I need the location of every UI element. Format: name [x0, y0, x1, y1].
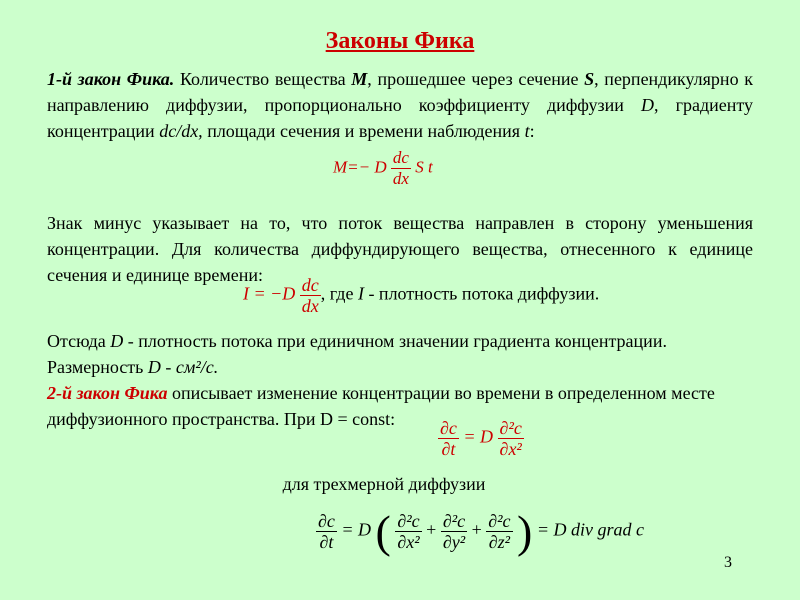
law1-var-t: t	[524, 121, 530, 141]
formula4-t2den: ∂y²	[442, 532, 466, 552]
formula4-t3num: ∂²c	[488, 511, 511, 531]
formula3-rden: ∂x²	[499, 439, 522, 459]
slide-title: Законы Фика	[325, 28, 475, 54]
law1-dcdx: dc/dx,	[159, 121, 203, 141]
formula4-t2num: ∂²c	[442, 511, 466, 531]
three-d-caption: для трехмерной диффузии	[282, 474, 486, 494]
formula4-lnum: ∂c	[318, 511, 335, 531]
plus-sign-1: +	[426, 519, 437, 540]
formula2-note-pre: где	[325, 283, 358, 304]
law2-condition: D = const:	[320, 409, 396, 429]
page-number: 3	[724, 554, 732, 571]
formula1-num: dc	[392, 148, 409, 167]
para3-var-d: D	[110, 331, 124, 351]
formula2-note-post: - плотность потока диффузии.	[363, 283, 600, 304]
law2-paragraph	[47, 380, 747, 432]
formula2-lhs: I = −D	[243, 283, 296, 304]
law1-text-a: Количество вещества	[174, 69, 352, 89]
plus-sign-2: +	[471, 519, 482, 540]
formula2-den: dx	[301, 296, 319, 316]
formula-3d-diffusion	[316, 505, 644, 558]
formula-flux-density	[243, 275, 599, 316]
formula-second-law	[438, 418, 524, 459]
formula2-num: dc	[301, 275, 319, 295]
formula-first-law	[333, 148, 433, 189]
left-paren: (	[375, 506, 391, 557]
para3-line1-post: - плотность потока при единичном значении градиента концентрации.	[123, 331, 667, 351]
formula4-eq: = D	[341, 519, 372, 540]
formula4-term3	[486, 511, 512, 552]
formula2-fraction	[300, 275, 321, 316]
formula3-right-fraction	[498, 418, 524, 459]
diffusion-coefficient-paragraph	[47, 328, 753, 380]
law1-text-e: площади сечения и времени наблюдения	[202, 121, 525, 141]
formula1-den: dx	[392, 169, 409, 188]
formula3-lnum: ∂c	[440, 418, 457, 438]
formula4-term1	[395, 511, 421, 552]
formula4-t1den: ∂x²	[397, 532, 420, 552]
formula4-t1num: ∂²c	[397, 511, 420, 531]
law2-label: 2-й закон Фика	[47, 383, 168, 403]
formula2-comma: ,	[320, 283, 326, 304]
para3-line2-pre: Размерность	[47, 357, 148, 377]
formula3-lden: ∂t	[441, 439, 456, 459]
para3-line2-d: D	[147, 357, 161, 377]
law1-label: 1-й закон Фика.	[47, 69, 175, 89]
para3-line2-unit-pre: -	[160, 357, 176, 377]
law2-text: описывает изменение концентрации во времени в определенном месте диффузионного пространства. При	[47, 383, 715, 429]
law1-text-d: , градиенту концентрации	[47, 95, 753, 141]
formula3-left-fraction	[438, 418, 459, 459]
law1-text-c: , перпендикулярно к направлению диффузии, пропорционально коэффициенту диффузии	[47, 69, 753, 115]
formula2-var-i: I	[357, 283, 364, 304]
formula3-rnum: ∂²c	[499, 418, 522, 438]
law1-var-m: M	[351, 69, 368, 89]
formula4-tail: = D div grad c	[536, 519, 644, 540]
formula4-term2	[441, 511, 467, 552]
formula3-eq: = D	[463, 426, 494, 447]
formula1-fraction	[391, 148, 411, 189]
formula1-rhs: S t	[415, 157, 433, 177]
formula1-lhs: M=− D	[333, 157, 387, 177]
formula4-lden: ∂t	[319, 532, 334, 552]
para3-line1-pre: Отсюда	[47, 331, 111, 351]
right-paren: )	[517, 506, 533, 557]
law1-var-s: S	[584, 69, 595, 89]
law1-paragraph	[47, 66, 753, 144]
para3-unit: см²/с.	[175, 357, 219, 377]
formula4-left-fraction	[316, 511, 337, 552]
minus-sign-paragraph: Знак минус указывает на то, что поток вещества направлен в сторону уменьшения концентрации. Для количества диффундирующего вещества, отнесенного к единице сечения и единице времени:	[47, 213, 753, 285]
law1-text-f: :	[529, 121, 535, 141]
law1-text-b: , прошедшее через сечение	[367, 69, 585, 89]
formula4-t3den: ∂z²	[488, 532, 511, 552]
law1-var-d: D	[640, 95, 654, 115]
